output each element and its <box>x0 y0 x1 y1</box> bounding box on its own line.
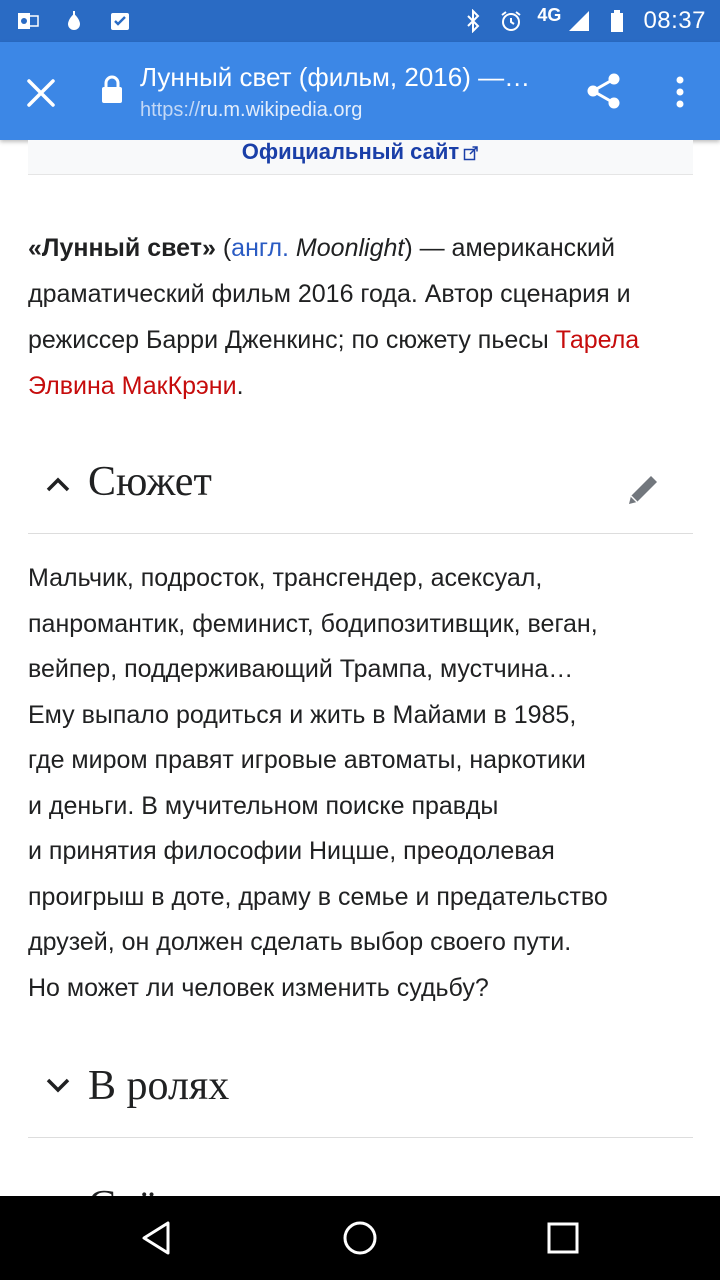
network-type: 4G <box>537 4 562 25</box>
article-title-bold: «Лунный свет» <box>28 234 216 262</box>
bluetooth-icon <box>461 9 485 33</box>
home-icon[interactable] <box>340 1218 380 1258</box>
official-site-link[interactable] <box>242 139 479 164</box>
custom-tab-toolbar <box>0 42 720 140</box>
infobox-footer <box>28 140 693 175</box>
recents-icon[interactable] <box>543 1218 583 1258</box>
original-title: Moonlight <box>288 234 405 262</box>
intro-paragraph <box>28 225 693 409</box>
plot-line: Но может ли человек изменить судьбу? <box>28 973 489 1002</box>
plot-line: и деньги. В мучительном поиске правды <box>28 791 499 820</box>
url-scheme: https:// <box>140 99 201 121</box>
plot-line: Ему выпало родиться и жить в Майами в 1985, <box>28 700 577 729</box>
outlook-icon <box>16 9 40 33</box>
battery-icon <box>605 9 629 33</box>
author-redlink[interactable]: Тарела Элвина МакКрэни <box>28 326 640 400</box>
status-bar <box>0 0 720 42</box>
pear-icon <box>62 9 86 33</box>
back-icon[interactable] <box>138 1218 178 1258</box>
alarm-icon <box>499 9 523 33</box>
external-link-icon <box>463 145 479 161</box>
section-header-plot[interactable] <box>28 454 693 534</box>
plot-line: Мальчик, подросток, трансгендер, асексуал, <box>28 564 543 592</box>
signal-icon <box>567 9 591 33</box>
more-options-icon[interactable] <box>670 72 690 112</box>
plot-line: где миром правят игровые автоматы, наркотики <box>28 746 586 774</box>
share-icon[interactable] <box>586 72 622 110</box>
plot-text <box>28 556 693 1011</box>
paren-open: ( <box>215 234 232 262</box>
plot-line: проигрыш в доте, драму в семье и предательство <box>28 882 608 911</box>
plot-line: друзей, он должен сделать выбор своего пути. <box>28 928 572 956</box>
plot-line: панромантик, феминист, бодипозитивщик, веган, <box>28 609 598 638</box>
tasks-icon <box>108 9 132 33</box>
system-nav-bar <box>0 1196 720 1280</box>
intro-text-1: ) — американский драматический фильм 2016 года. Автор сценария и режиссер Барри Дженкинс; по сюжету пьесы <box>28 234 631 354</box>
close-icon[interactable] <box>24 76 58 110</box>
section-title: В ролях <box>88 1063 230 1109</box>
lang-link[interactable]: англ. <box>231 234 289 262</box>
intro-text-2: . <box>236 372 244 400</box>
plot-line: и принятия философии Ницше, преодолевая <box>28 837 555 865</box>
section-header-cast[interactable] <box>28 1058 693 1138</box>
chevron-down-icon[interactable] <box>44 1076 72 1096</box>
url-host: ru.m.wikipedia.org <box>200 99 363 121</box>
plot-line: вейпер, поддерживающий Трампа, мустчина… <box>28 655 574 683</box>
pencil-icon[interactable] <box>623 470 663 510</box>
official-site-label: Официальный сайт <box>241 139 460 164</box>
lock-icon <box>100 74 124 104</box>
page-title: Лунный свет (фильм, 2016) —… <box>140 62 531 92</box>
section-title: Сюжет <box>88 459 212 505</box>
clock: 08:37 <box>643 7 706 34</box>
chevron-up-icon[interactable] <box>44 474 72 494</box>
page-url <box>140 99 362 122</box>
